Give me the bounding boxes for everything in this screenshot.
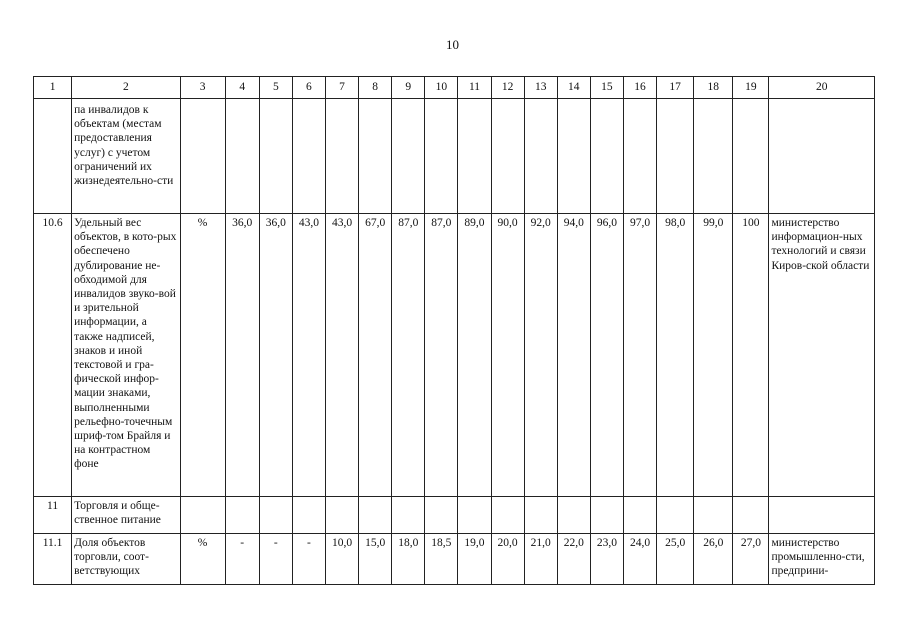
value-cell — [524, 497, 557, 534]
value-cell — [292, 99, 325, 214]
table-row — [34, 497, 875, 534]
value-cell: 25,0 — [657, 534, 694, 585]
column-number-1: 1 — [34, 77, 72, 99]
value-cell — [225, 497, 259, 534]
value-cell: 27,0 — [733, 534, 769, 585]
column-number-11: 11 — [458, 77, 491, 99]
column-number-7: 7 — [325, 77, 358, 99]
value-cell — [623, 497, 656, 534]
value-cell — [259, 99, 292, 214]
column-number-20: 20 — [769, 77, 875, 99]
row-id — [34, 99, 72, 214]
value-cell: 36,0 — [225, 214, 259, 497]
unit-cell — [180, 497, 225, 534]
value-cell: 94,0 — [557, 214, 590, 497]
table-row — [34, 214, 875, 497]
value-cell: 20,0 — [491, 534, 524, 585]
value-cell: 26,0 — [694, 534, 733, 585]
column-number-17: 17 — [657, 77, 694, 99]
value-cell: 99,0 — [694, 214, 733, 497]
value-cell — [325, 99, 358, 214]
value-cell: 23,0 — [590, 534, 623, 585]
column-number-19: 19 — [733, 77, 769, 99]
indicator-name: па инвалидов к объектам (местам предоставления услуг) с учетом ограничений их жизнедеятельно-сти — [72, 99, 180, 214]
column-number-6: 6 — [292, 77, 325, 99]
header-row — [34, 77, 875, 99]
value-cell: - — [225, 534, 259, 585]
responsible-ministry — [769, 99, 875, 214]
value-cell — [657, 99, 694, 214]
column-number-2: 2 — [72, 77, 180, 99]
value-cell — [590, 497, 623, 534]
value-cell — [458, 497, 491, 534]
column-number-12: 12 — [491, 77, 524, 99]
value-cell — [657, 497, 694, 534]
value-cell: 67,0 — [359, 214, 392, 497]
value-cell — [623, 99, 656, 214]
value-cell: 24,0 — [623, 534, 656, 585]
value-cell: 97,0 — [623, 214, 656, 497]
column-number-14: 14 — [557, 77, 590, 99]
value-cell: 21,0 — [524, 534, 557, 585]
value-cell — [590, 99, 623, 214]
row-id: 11.1 — [34, 534, 72, 585]
value-cell — [733, 497, 769, 534]
table-row — [34, 534, 875, 585]
value-cell: 22,0 — [557, 534, 590, 585]
value-cell: 100 — [733, 214, 769, 497]
value-cell: 10,0 — [325, 534, 358, 585]
value-cell — [694, 99, 733, 214]
value-cell: 19,0 — [458, 534, 491, 585]
value-cell — [392, 497, 425, 534]
value-cell: 98,0 — [657, 214, 694, 497]
responsible-ministry — [769, 497, 875, 534]
value-cell: - — [292, 534, 325, 585]
value-cell — [694, 497, 733, 534]
column-number-18: 18 — [694, 77, 733, 99]
value-cell — [491, 497, 524, 534]
value-cell: 92,0 — [524, 214, 557, 497]
value-cell — [557, 497, 590, 534]
value-cell: 43,0 — [292, 214, 325, 497]
value-cell: 18,5 — [425, 534, 458, 585]
value-cell — [557, 99, 590, 214]
value-cell — [425, 497, 458, 534]
row-id: 11 — [34, 497, 72, 534]
value-cell: 96,0 — [590, 214, 623, 497]
value-cell — [292, 497, 325, 534]
column-number-8: 8 — [359, 77, 392, 99]
unit-cell: % — [180, 214, 225, 497]
value-cell — [225, 99, 259, 214]
column-number-13: 13 — [524, 77, 557, 99]
column-number-4: 4 — [225, 77, 259, 99]
value-cell — [425, 99, 458, 214]
value-cell — [733, 99, 769, 214]
unit-cell — [180, 99, 225, 214]
value-cell: 89,0 — [458, 214, 491, 497]
indicator-name: Доля объектов торговли, соот-ветствующих — [72, 534, 180, 585]
column-number-15: 15 — [590, 77, 623, 99]
value-cell: 43,0 — [325, 214, 358, 497]
value-cell — [491, 99, 524, 214]
value-cell — [259, 497, 292, 534]
value-cell — [524, 99, 557, 214]
value-cell: 87,0 — [392, 214, 425, 497]
column-number-9: 9 — [392, 77, 425, 99]
column-number-3: 3 — [180, 77, 225, 99]
responsible-ministry: министерство промышленно-сти, предприни- — [769, 534, 875, 585]
column-number-5: 5 — [259, 77, 292, 99]
indicator-name: Удельный вес объектов, в кото-рых обеспечено дублирование не-обходимой для инвалидов звуко-вой и зрительной информации, а также надписей, знаков и иной текстовой и гра-фической инфор-мации знаками, выполненными рельефно-точечным шриф-том Брайля и на контрастном фоне — [72, 214, 180, 497]
value-cell — [392, 99, 425, 214]
value-cell: 90,0 — [491, 214, 524, 497]
indicator-table — [33, 76, 875, 585]
row-id: 10.6 — [34, 214, 72, 497]
value-cell — [458, 99, 491, 214]
value-cell — [325, 497, 358, 534]
value-cell: 15,0 — [359, 534, 392, 585]
value-cell: 18,0 — [392, 534, 425, 585]
unit-cell: % — [180, 534, 225, 585]
value-cell: 87,0 — [425, 214, 458, 497]
value-cell — [359, 99, 392, 214]
column-number-10: 10 — [425, 77, 458, 99]
responsible-ministry: министерство информацион-ных технологий и связи Киров-ской области — [769, 214, 875, 497]
indicator-name: Торговля и обще-ственное питание — [72, 497, 180, 534]
page-number: 10 — [446, 37, 459, 52]
value-cell: - — [259, 534, 292, 585]
table-row — [34, 99, 875, 214]
value-cell: 36,0 — [259, 214, 292, 497]
value-cell — [359, 497, 392, 534]
column-number-16: 16 — [623, 77, 656, 99]
